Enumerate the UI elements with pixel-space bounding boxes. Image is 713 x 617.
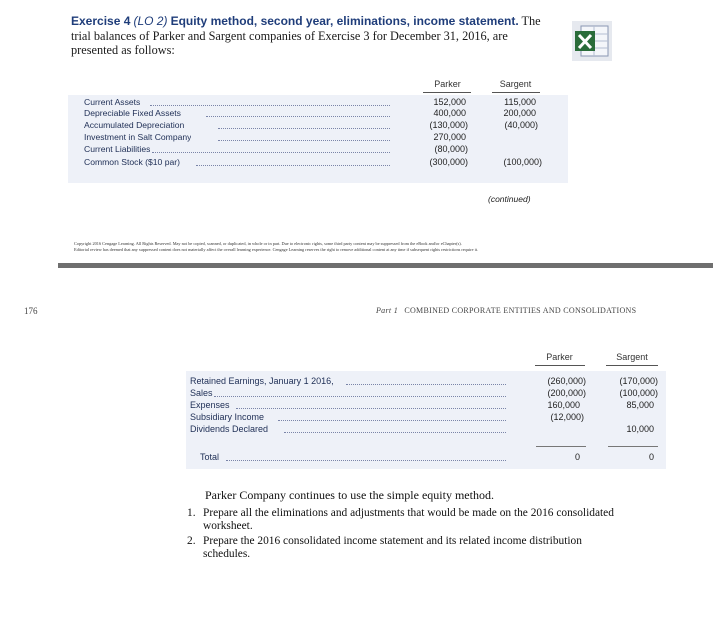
exercise-heading bbox=[71, 14, 551, 58]
exercise-label: Exercise 4 bbox=[71, 14, 131, 28]
parker-value: (80,000) bbox=[434, 144, 468, 154]
parker-value: (200,000) bbox=[547, 388, 586, 398]
copyright-notice bbox=[74, 241, 634, 252]
sargent-value: (170,000) bbox=[619, 376, 658, 386]
question-2-line-2: schedules. bbox=[203, 548, 251, 560]
table1-header-parker: Parker bbox=[434, 79, 461, 89]
parker-value: (130,000) bbox=[429, 120, 468, 130]
question-1-number: 1. bbox=[187, 507, 196, 519]
table2-header-sargent: Sargent bbox=[616, 352, 648, 362]
table2-header-parker: Parker bbox=[546, 352, 573, 362]
table1-header-sargent: Sargent bbox=[499, 79, 532, 89]
row-label: Dividends Declared bbox=[190, 424, 269, 434]
running-head bbox=[376, 306, 636, 315]
table1-header-rule-sargent bbox=[492, 92, 540, 93]
copyright-line-1: Copyright 2016 Cengage Learning. All Rights Reserved. May not be copied, scanned, or duplicated, in whole or in part. Due to electronic rights, some third party content may be suppressed from the eBook and/or eChapter(s). bbox=[74, 241, 462, 246]
sargent-value: 0 bbox=[648, 452, 654, 462]
sargent-value: (100,000) bbox=[619, 388, 658, 398]
row-label: Retained Earnings, January 1 2016, bbox=[190, 376, 334, 386]
row-label: Current Liabilities bbox=[84, 144, 151, 154]
table1-header-rule-parker bbox=[423, 92, 471, 93]
row-label: Current Assets bbox=[84, 97, 141, 107]
question-2-line-1: Prepare the 2016 consolidated income statement and its related income distribution bbox=[203, 535, 582, 547]
copyright-line-2: Editorial review has deemed that any suppressed content does not materially affect the overall learning experience. Cengage Learning reserves the right to remove additional content at any time if subsequent rights restrictions require it. bbox=[74, 246, 479, 252]
table2-header-rule-parker bbox=[535, 365, 585, 366]
row-label: Investment in Salt Company bbox=[84, 132, 192, 142]
table2-header-rule-sargent bbox=[606, 365, 658, 366]
row-label: Subsidiary Income bbox=[190, 412, 265, 422]
intro-paragraph: Parker Company continues to use the simple equity method. bbox=[205, 488, 494, 502]
total-rule-sargent bbox=[608, 446, 658, 447]
page-divider bbox=[58, 263, 713, 268]
row-label: Expenses bbox=[190, 400, 230, 410]
sargent-value: (100,000) bbox=[503, 157, 542, 167]
exercise-title: Equity method, second year, eliminations, income statement. bbox=[170, 14, 519, 28]
parker-value: 0 bbox=[574, 452, 580, 462]
parker-value: (12,000) bbox=[550, 412, 584, 422]
running-head-title: COMBINED CORPORATE ENTITIES AND CONSOLIDATIONS bbox=[404, 306, 637, 315]
running-head-part: Part 1 bbox=[376, 306, 399, 315]
parker-value: (300,000) bbox=[429, 157, 468, 167]
sargent-value: 10,000 bbox=[626, 424, 654, 434]
sargent-value: (40,000) bbox=[504, 120, 538, 130]
row-label: Accumulated Depreciation bbox=[84, 120, 185, 130]
parker-value: (260,000) bbox=[547, 376, 586, 386]
parker-value: 152,000 bbox=[433, 97, 466, 107]
parker-value: 160,000 bbox=[547, 400, 580, 410]
page-number: 176 bbox=[24, 306, 38, 316]
row-label: Depreciable Fixed Assets bbox=[84, 108, 181, 118]
excel-icon[interactable] bbox=[572, 21, 612, 61]
question-1-line-1: Prepare all the eliminations and adjustments that would be made on the 2016 consolidated bbox=[203, 507, 614, 519]
question-1 bbox=[187, 507, 663, 533]
row-label: Common Stock ($10 par) bbox=[84, 157, 180, 167]
exercise-lo: (LO 2) bbox=[133, 14, 168, 28]
continued-note: (continued) bbox=[488, 194, 531, 204]
exercise-body: The trial balances of Parker and Sargent companies of Exercise 3 for December 31, 2016, are presented as follows: bbox=[71, 14, 541, 57]
question-2 bbox=[187, 535, 663, 561]
parker-value: 270,000 bbox=[433, 132, 466, 142]
parker-value: 400,000 bbox=[433, 108, 466, 118]
sargent-value: 115,000 bbox=[504, 97, 536, 107]
question-2-number: 2. bbox=[187, 535, 196, 547]
total-rule-parker bbox=[536, 446, 586, 447]
row-label: Sales bbox=[190, 388, 213, 398]
sargent-value: 85,000 bbox=[626, 400, 654, 410]
row-label: Total bbox=[200, 452, 220, 462]
sargent-value: 200,000 bbox=[503, 108, 536, 118]
question-1-line-2: worksheet. bbox=[203, 520, 253, 532]
